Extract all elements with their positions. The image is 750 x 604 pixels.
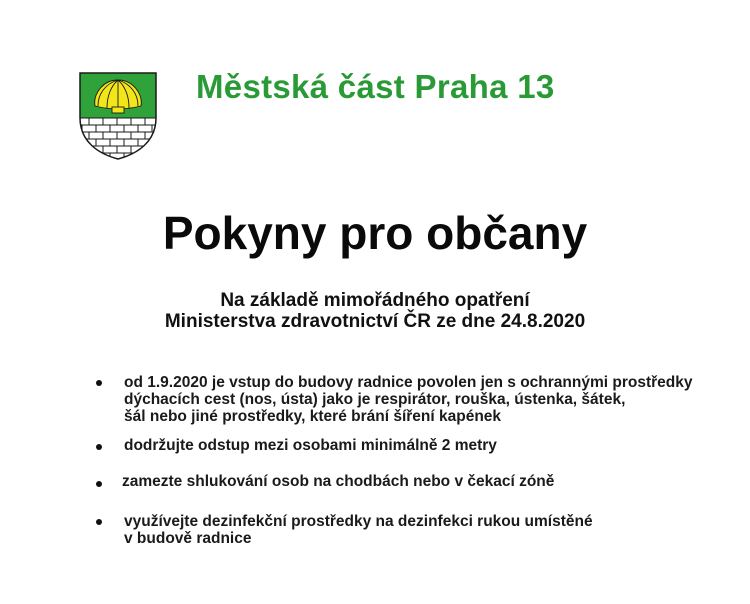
- district-title: Městská část Praha 13: [196, 68, 555, 105]
- bullet-icon: [96, 380, 102, 386]
- list-item-line: využívejte dezinfekční prostředky na dezinfekci rukou umístěné: [124, 513, 593, 530]
- list-item-line: dodržujte odstup mezi osobami minimálně 2 metry: [124, 437, 497, 454]
- subtitle-line: Ministerstva zdravotnictví ČR ze dne 24.8.2020: [164, 311, 586, 332]
- list-item-line: šál nebo jiné prostředky, které brání šíření kapének: [124, 408, 502, 425]
- bullet-icon: [96, 444, 102, 450]
- scallop-shell-crest-icon: [79, 72, 157, 160]
- bullet-icon: [96, 481, 102, 487]
- list-item: [124, 437, 497, 454]
- list-item: [124, 513, 593, 547]
- list-item-line: zamezte shlukování osob na chodbách nebo v čekací zóně: [122, 473, 555, 490]
- page-title: Pokyny pro občany: [162, 207, 588, 259]
- subtitle-line: Na základě mimořádného opatření: [220, 290, 530, 311]
- subtitle: [0, 290, 750, 332]
- list-item: [124, 374, 693, 425]
- list-item-line: od 1.9.2020 je vstup do budovy radnice povolen jen s ochrannými prostředky: [124, 374, 693, 391]
- list-item: [122, 473, 554, 490]
- bullet-icon: [96, 519, 102, 525]
- list-item-line: v budově radnice: [124, 530, 252, 547]
- list-item-line: dýchacích cest (nos, ústa) jako je respirátor, rouška, ústenka, šátek,: [124, 391, 626, 408]
